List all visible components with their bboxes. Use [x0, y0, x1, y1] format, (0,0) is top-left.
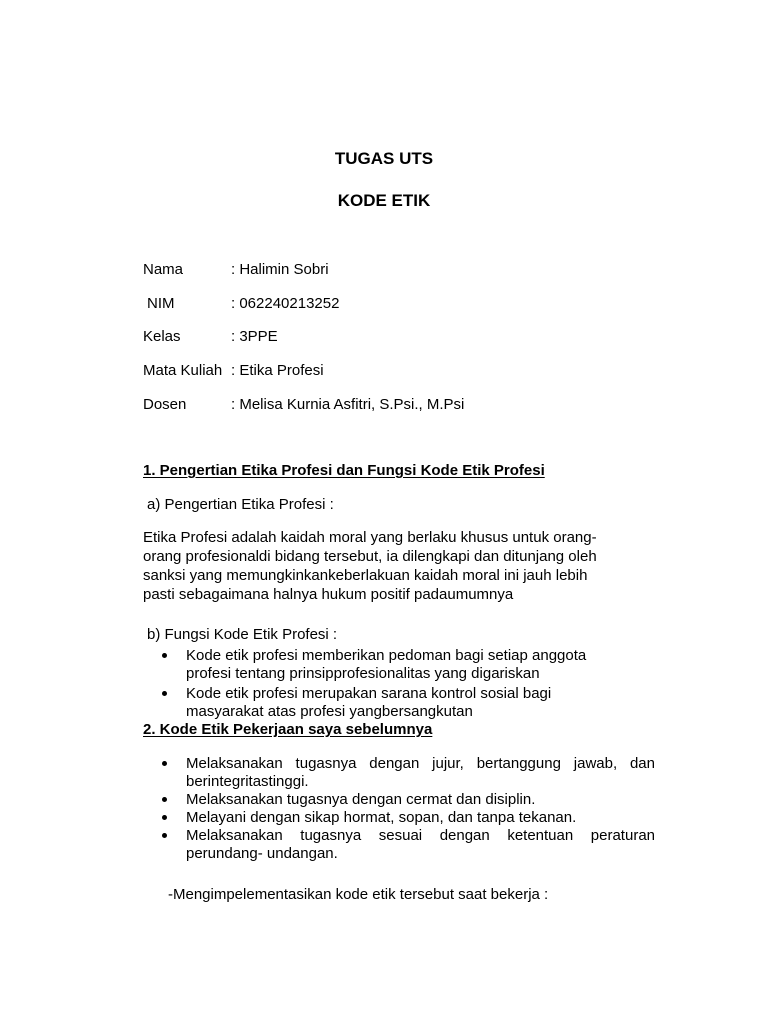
implementasi-text: -Mengimpelementasikan kode etik tersebut saat bekerja : — [168, 886, 549, 903]
bullet-icon — [162, 761, 167, 766]
list-item — [162, 647, 640, 683]
document-subtitle: KODE ETIK — [337, 191, 431, 210]
paragraph-line: Etika Profesi adalah kaidah moral yang berlaku khusus untuk orang- — [143, 529, 597, 546]
list-item — [162, 755, 655, 791]
section-2-heading: 2. Kode Etik Pekerjaan saya sebelumnya — [143, 721, 433, 738]
list-item-line: berintegritastinggi. — [186, 773, 309, 790]
list-item-line: Melaksanakan tugasnya sesuai dengan ketentuan peraturan — [186, 827, 655, 844]
dosen-label: Dosen — [143, 396, 187, 413]
section-1a-paragraph — [143, 528, 663, 604]
list-item — [162, 791, 655, 809]
list-item-line: Melaksanakan tugasnya dengan cermat dan disiplin. — [186, 791, 536, 808]
mata-kuliah-value: : Etika Profesi — [231, 362, 324, 379]
document-title: TUGAS UTS — [334, 149, 434, 168]
list-item — [162, 827, 655, 863]
bullet-icon — [162, 815, 167, 820]
bullet-icon — [162, 833, 167, 838]
kelas-value: : 3PPE — [231, 328, 278, 345]
dosen-value: : Melisa Kurnia Asfitri, S.Psi., M.Psi — [231, 396, 465, 413]
nama-value: : Halimin Sobri — [231, 261, 329, 278]
section-1b-bullet-list — [162, 647, 640, 721]
list-item-line: masyarakat atas profesi yangbersangkutan — [186, 703, 473, 720]
list-item — [162, 809, 655, 827]
list-item-line: perundang- undangan. — [186, 845, 338, 862]
paragraph-line: pasti sebagaimana halnya hukum positif padaumumnya — [143, 586, 514, 603]
mata-kuliah-label: Mata Kuliah — [143, 362, 223, 379]
section-2-bullet-list — [162, 755, 655, 863]
list-item-line: Kode etik profesi memberikan pedoman bagi setiap anggota — [186, 647, 587, 664]
kelas-label: Kelas — [143, 328, 181, 345]
nim-value: : 062240213252 — [231, 295, 340, 312]
paragraph-line: orang profesionaldi bidang tersebut, ia dilengkapi dan ditunjang oleh — [143, 548, 597, 565]
bullet-icon — [162, 691, 167, 696]
section-1-heading: 1. Pengertian Etika Profesi dan Fungsi Kode Etik Profesi — [143, 462, 545, 479]
list-item-line: Melayani dengan sikap hormat, sopan, dan tanpa tekanan. — [186, 809, 577, 826]
nim-label: NIM — [147, 295, 175, 312]
paragraph-line: sanksi yang memungkinkankeberlakuan kaidah moral ini jauh lebih — [143, 567, 588, 584]
bullet-icon — [162, 797, 167, 802]
section-1a-label: a) Pengertian Etika Profesi : — [147, 496, 334, 513]
list-item — [162, 685, 640, 721]
section-1b-label: b) Fungsi Kode Etik Profesi : — [147, 626, 338, 643]
list-item-line: profesi tentang prinsipprofesionalitas yang digariskan — [186, 665, 540, 682]
bullet-icon — [162, 653, 167, 658]
list-item-line: Kode etik profesi merupakan sarana kontrol sosial bagi — [186, 685, 552, 702]
nama-label: Nama — [143, 261, 184, 278]
list-item-line: Melaksanakan tugasnya dengan jujur, bertanggung jawab, dan — [186, 755, 655, 772]
